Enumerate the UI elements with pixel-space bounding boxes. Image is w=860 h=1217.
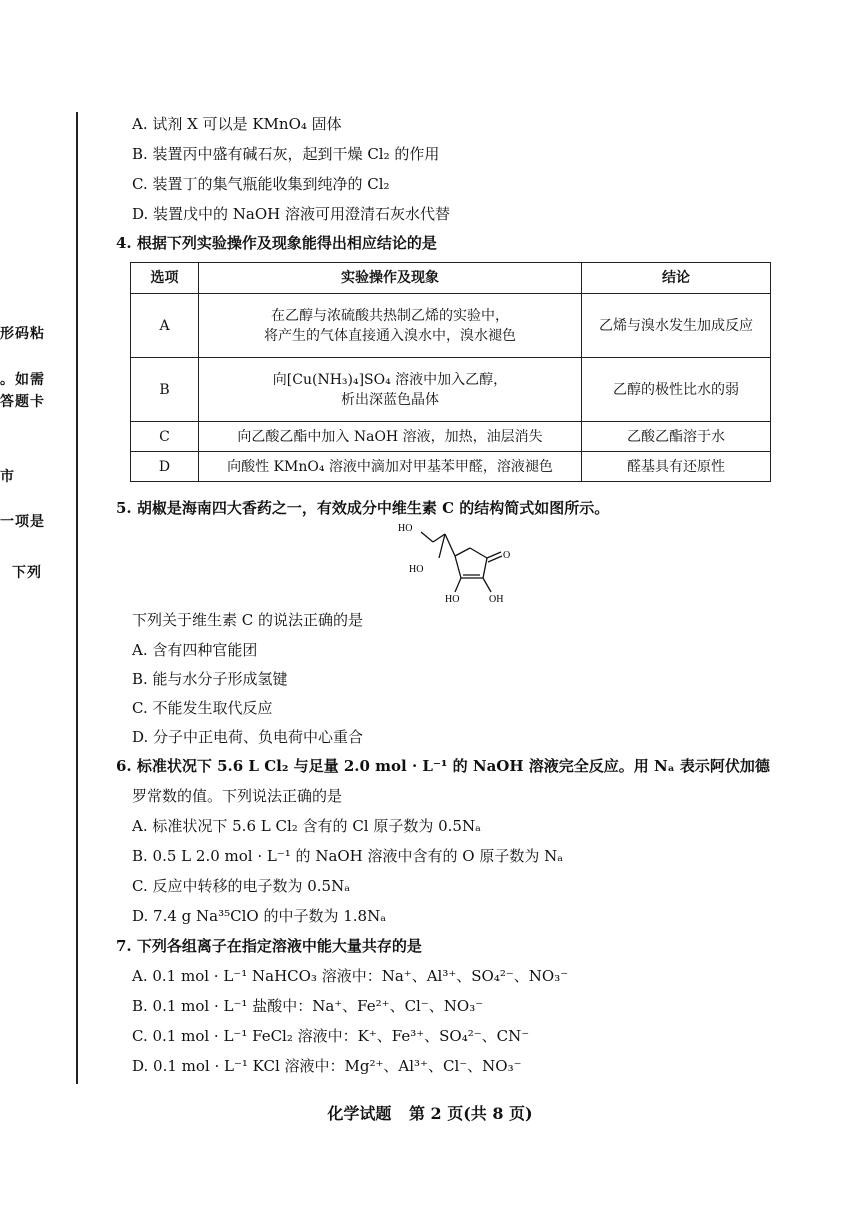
q5-option-a: A. 含有四种官能团 [132,641,258,659]
q3-option-a: A. 试剂 X 可以是 KMnO₄ 固体 [132,115,342,133]
q6-stem: 6. 标准状况下 5.6 L Cl₂ 与足量 2.0 mol · L⁻¹ 的 NaOH 溶液完全反应。用 Nₐ 表示阿伏加德 [116,757,770,775]
operation-line: 向[Cu(NH₃)₄]SO₄ 溶液中加入乙醇， [272,371,508,388]
row-conclusion: 醛基具有还原性 [582,452,771,482]
q5-option-d: D. 分子中正电荷、负电荷中心重合 [132,728,364,746]
row-operation: 向乙酸乙酯中加入 NaOH 溶液，加热，油层消失 [199,422,582,452]
header-option: 选项 [131,263,199,294]
q7-stem: 7. 下列各组离子在指定溶液中能大量共存的是 [116,937,422,955]
q4-stem: 4. 根据下列实验操作及现象能得出相应结论的是 [116,234,437,252]
q7-option-b: B. 0.1 mol · L⁻¹ 盐酸中：Na⁺、Fe²⁺、Cl⁻、NO₃⁻ [132,997,484,1015]
margin-divider [76,112,78,1084]
footer-page: 第 2 页(共 8 页) [408,1104,533,1123]
mol-label: HO [398,523,413,534]
q7-option-c: C. 0.1 mol · L⁻¹ FeCl₂ 溶液中：K⁺、Fe³⁺、SO₄²⁻、CN⁻ [132,1027,530,1045]
q6-option-b: B. 0.5 L 2.0 mol · L⁻¹ 的 NaOH 溶液中含有的 O 原子数为 Nₐ [132,847,564,865]
header-operation: 实验操作及现象 [199,263,582,294]
operation-line: 析出深蓝色晶体 [341,391,439,408]
margin-text: 。如需 [0,372,45,388]
mol-label: HO [445,594,460,605]
row-conclusion: 乙酸乙酯溶于水 [582,422,771,452]
q6-option-d: D. 7.4 g Na³⁵ClO 的中子数为 1.8Nₐ [132,907,386,925]
row-conclusion: 乙烯与溴水发生加成反应 [582,294,771,358]
margin-text: 市 [0,469,15,485]
q6-stem-cont: 罗常数的值。下列说法正确的是 [132,787,343,805]
row-option: C [131,422,199,452]
table-row [131,358,771,422]
row-operation [199,294,582,358]
q3-option-c: C. 装置丁的集气瓶能收集到纯净的 Cl₂ [132,175,390,193]
margin-text: 一项是 [0,514,45,530]
q3-option-d: D. 装置戊中的 NaOH 溶液可用澄清石灰水代替 [132,205,451,223]
operation-line: 在乙醇与浓硫酸共热制乙烯的实验中， [271,307,509,324]
row-option: D [131,452,199,482]
row-option: B [131,358,199,422]
q5-substem: 下列关于维生素 C 的说法正确的是 [132,611,364,629]
q5-option-c: C. 不能发生取代反应 [132,699,273,717]
margin-text: 形码粘 [0,326,45,342]
q3-option-b: B. 装置丙中盛有碱石灰，起到干燥 Cl₂ 的作用 [132,145,440,163]
operation-line: 将产生的气体直接通入溴水中，溴水褪色 [264,327,516,344]
row-operation: 向酸性 KMnO₄ 溶液中滴加对甲基苯甲醛，溶液褪色 [199,452,582,482]
table-row [131,452,771,482]
page-footer [0,1101,860,1124]
q7-option-a: A. 0.1 mol · L⁻¹ NaHCO₃ 溶液中：Na⁺、Al³⁺、SO₄²⁻、NO₃⁻ [132,967,569,985]
table-row [131,294,771,358]
experiment-table [130,262,771,482]
q5-option-b: B. 能与水分子形成氢键 [132,670,288,688]
mol-label: HO [409,564,424,575]
margin-text: 答题卡 [0,394,45,410]
row-option: A [131,294,199,358]
header-conclusion: 结论 [582,263,771,294]
q5-stem: 5. 胡椒是海南四大香药之一，有效成分中维生素 C 的结构简式如图所示。 [116,499,610,517]
row-conclusion: 乙醇的极性比水的弱 [582,358,771,422]
row-operation [199,358,582,422]
vitamin-c-structure [395,520,525,610]
mol-label: OH [489,594,504,605]
table-row [131,422,771,452]
q7-option-d: D. 0.1 mol · L⁻¹ KCl 溶液中：Mg²⁺、Al³⁺、Cl⁻、NO₃⁻ [132,1057,522,1075]
margin-text: 下列 [12,565,42,581]
footer-subject: 化学试题 [327,1104,392,1123]
q6-option-c: C. 反应中转移的电子数为 0.5Nₐ [132,877,351,895]
q6-option-a: A. 标准状况下 5.6 L Cl₂ 含有的 Cl 原子数为 0.5Nₐ [132,817,481,835]
table-header-row [131,263,771,294]
mol-label: O [503,550,511,561]
